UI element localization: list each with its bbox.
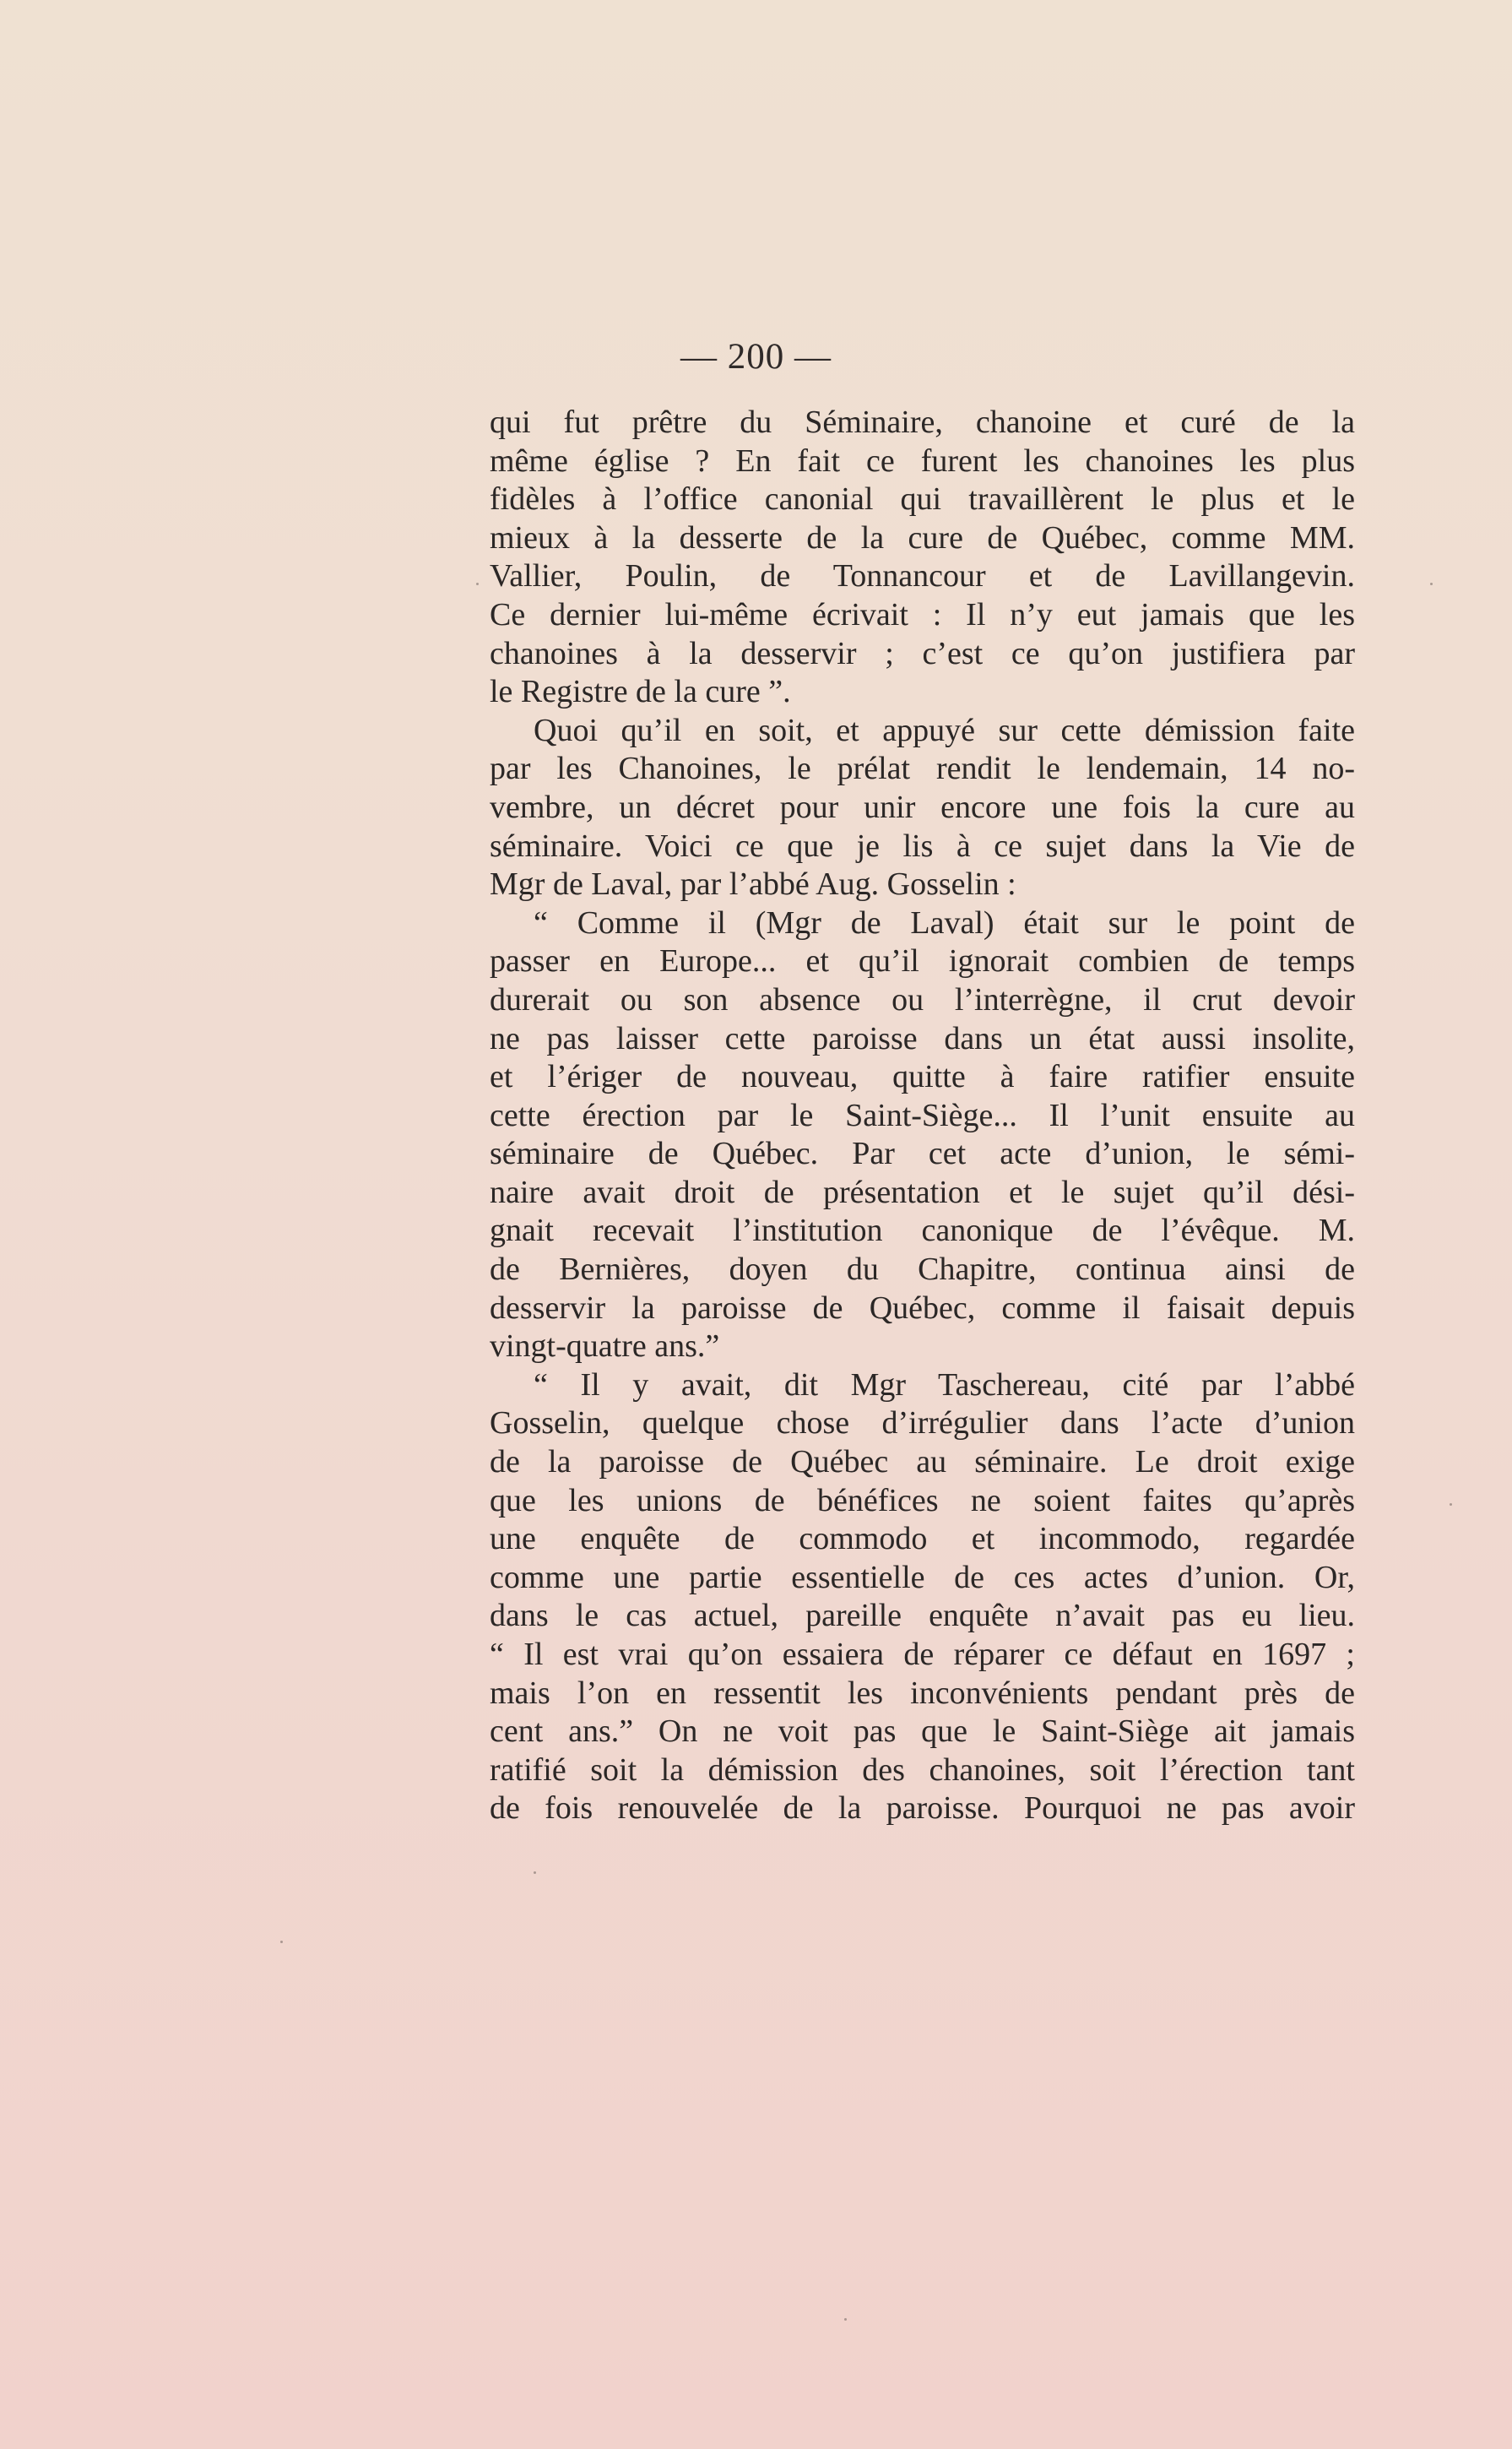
page-number: — 200 — <box>680 337 832 377</box>
text-line: “ Il y avait, dit Mgr Taschereau, cité par l’abbé <box>534 1366 1355 1403</box>
text-line: et l’ériger de nouveau, quitte à faire ratifier ensuite <box>490 1059 1355 1095</box>
text-line: vembre, un décret pour unir encore une fois la cure au <box>490 789 1355 825</box>
text-line: Gosselin, quelque chose d’irrégulier dans l’acte d’union <box>490 1405 1355 1442</box>
text-line: Vallier, Poulin, de Tonnancour et de Lavillangevin. <box>490 558 1355 595</box>
paper-speck <box>534 1871 536 1874</box>
text-line: cette érection par le Saint-Siège... Il l’unit ensuite au <box>490 1097 1355 1133</box>
text-line: cent ans.” On ne voit pas que le Saint-Siège ait jamais <box>490 1713 1355 1750</box>
text-line: comme une partie essentielle de ces actes d’union. Or, <box>490 1559 1355 1595</box>
text-line: par les Chanoines, le prélat rendit le lendemain, 14 no- <box>490 751 1355 787</box>
text-line: séminaire de Québec. Par cet acte d’union, le sémi- <box>490 1136 1355 1172</box>
paper-speck <box>844 2318 847 2321</box>
text-line: gnait recevait l’institution canonique de l’évêque. M. <box>490 1213 1355 1249</box>
text-line: passer en Europe... et qu’il ignorait combien de temps <box>490 943 1355 980</box>
paper-speck <box>280 1941 283 1943</box>
text-line: mais l’on en ressentit les inconvénients pendant près de <box>490 1675 1355 1711</box>
paper-speck <box>476 583 479 585</box>
text-line: “ Il est vrai qu’on essaiera de réparer ce défaut en 1697 ; <box>490 1637 1355 1672</box>
text-line: de Bernières, doyen du Chapitre, continua ainsi de <box>490 1252 1355 1288</box>
text-line: de fois renouvelée de la paroisse. Pourquoi ne pas avoir <box>490 1790 1355 1827</box>
text-line: Mgr de Laval, par l’abbé Aug. Gosselin : <box>490 866 1016 903</box>
text-line: desservir la paroisse de Québec, comme il faisait depuis <box>490 1290 1355 1326</box>
text-line: Ce dernier lui-même écrivait : Il n’y eut jamais que les <box>490 596 1355 633</box>
paper-speck <box>1450 1503 1452 1506</box>
paper-speck <box>1430 583 1433 585</box>
body-text <box>490 404 1355 1828</box>
text-line: le Registre de la cure ”. <box>490 674 791 710</box>
text-line: même église ? En fait ce furent les chanoines les plus <box>490 443 1355 479</box>
text-line: vingt-quatre ans.” <box>490 1328 720 1365</box>
text-line: “ Comme il (Mgr de Laval) était sur le point de <box>534 904 1355 941</box>
text-line: fidèles à l’office canonial qui travaillèrent le plus et le <box>490 481 1355 518</box>
text-line: naire avait droit de présentation et le sujet qu’il dési- <box>490 1174 1355 1210</box>
text-line: Quoi qu’il en soit, et appuyé sur cette démission faite <box>534 712 1355 748</box>
text-line: de la paroisse de Québec au séminaire. Le droit exige <box>490 1444 1355 1480</box>
text-line: durerait ou son absence ou l’interrègne, il crut devoir <box>490 981 1355 1018</box>
text-line: ratifié soit la démission des chanoines, soit l’érection tant <box>490 1751 1355 1788</box>
text-line: dans le cas actuel, pareille enquête n’avait pas eu lieu. <box>490 1598 1355 1634</box>
text-line: ne pas laisser cette paroisse dans un état aussi insolite, <box>490 1020 1355 1056</box>
text-line: mieux à la desserte de la cure de Québec, comme MM. <box>490 519 1355 556</box>
text-line: qui fut prêtre du Séminaire, chanoine et curé de la <box>490 405 1355 440</box>
text-line: chanoines à la desservir ; c’est ce qu’on justifiera par <box>490 635 1355 671</box>
text-line: une enquête de commodo et incommodo, regardée <box>490 1521 1355 1557</box>
text-line: séminaire. Voici ce que je lis à ce sujet dans la Vie de <box>490 828 1355 864</box>
text-line: que les unions de bénéfices ne soient faites qu’après <box>490 1482 1355 1518</box>
